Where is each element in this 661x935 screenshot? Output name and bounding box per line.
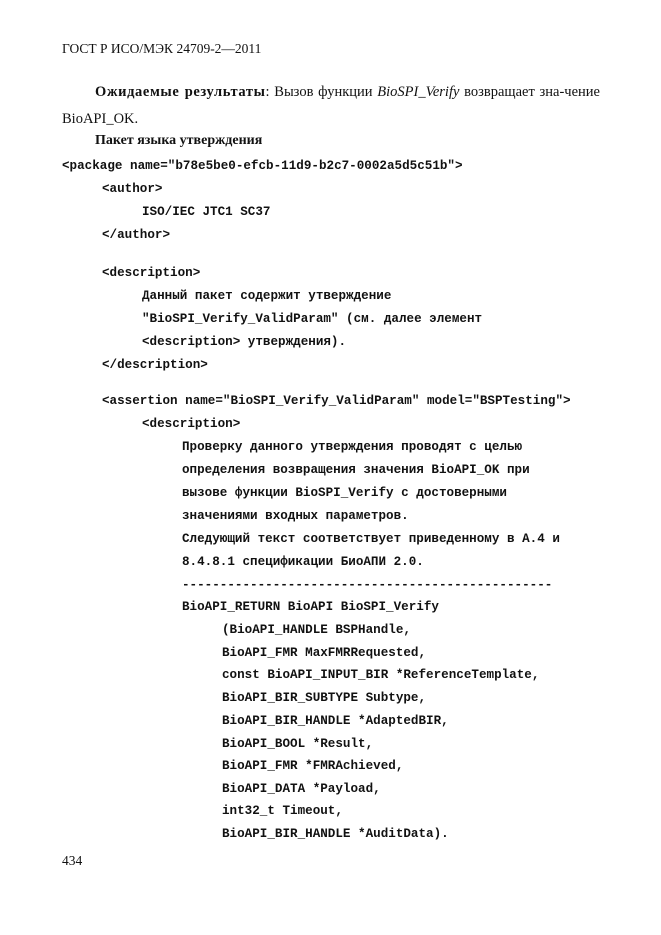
expected-results-text-a: : Вызов функции <box>265 84 378 100</box>
code-line: BioAPI_BIR_HANDLE *AdaptedBIR, <box>222 714 449 728</box>
code-line: "BioSPI_Verify_ValidParam" (см. далее элемент <box>142 312 483 326</box>
expected-results-label: Ожидаемые результаты <box>95 84 266 100</box>
code-line: вызове функции BioSPI_Verify с достоверными <box>182 486 507 500</box>
page-number: 434 <box>62 853 83 868</box>
code-line: BioAPI_BIR_HANDLE *AuditData). <box>222 827 449 841</box>
code-line: BioAPI_RETURN BioAPI BioSPI_Verify <box>182 600 439 614</box>
code-line: BioAPI_FMR MaxFMRRequested, <box>222 646 427 660</box>
code-line: ------------------------------------------------- <box>182 578 553 592</box>
expected-results-text-b: возвращает зна-чение BioAPI_OK. <box>62 84 600 127</box>
assertion-language-heading: Пакет языка утверждения <box>95 133 263 148</box>
code-line: Данный пакет содержит утверждение <box>142 289 392 303</box>
page-header: ГОСТ Р ИСО/МЭК 24709-2—2011 <box>62 41 262 56</box>
code-line: Проверку данного утверждения проводят с целью <box>182 440 523 454</box>
expected-results-paragraph <box>62 79 600 133</box>
code-line: Следующий текст соответствует приведенному в А.4 и <box>182 532 560 546</box>
code-line: </author> <box>102 228 171 242</box>
code-line: const BioAPI_INPUT_BIR *ReferenceTemplate, <box>222 668 540 682</box>
code-line: BioAPI_DATA *Payload, <box>222 782 381 796</box>
code-line: ISO/IEC JTC1 SC37 <box>142 205 271 219</box>
code-line: (BioAPI_HANDLE BSPHandle, <box>222 623 411 637</box>
code-line: BioAPI_BOOL *Result, <box>222 737 374 751</box>
code-line: <assertion name="BioSPI_Verify_ValidParam" model="BSPTesting"> <box>102 394 571 408</box>
code-line: <description> <box>142 417 241 431</box>
code-line: BioAPI_FMR *FMRAchieved, <box>222 759 404 773</box>
code-line: </description> <box>102 358 208 372</box>
code-line: <package name="b78e5be0-efcb-11d9-b2c7-0002a5d5c51b"> <box>62 159 463 173</box>
code-line: <description> утверждения). <box>142 335 347 349</box>
code-line: <description> <box>102 266 201 280</box>
code-line: значениями входных параметров. <box>182 509 409 523</box>
code-line: 8.4.8.1 спецификации БиоАПИ 2.0. <box>182 555 424 569</box>
code-line: <author> <box>102 182 163 196</box>
code-line: BioAPI_BIR_SUBTYPE Subtype, <box>222 691 427 705</box>
code-line: int32_t Timeout, <box>222 804 343 818</box>
function-name: BioSPI_Verify <box>377 84 460 100</box>
code-line: определения возвращения значения BioAPI_OK при <box>182 463 530 477</box>
